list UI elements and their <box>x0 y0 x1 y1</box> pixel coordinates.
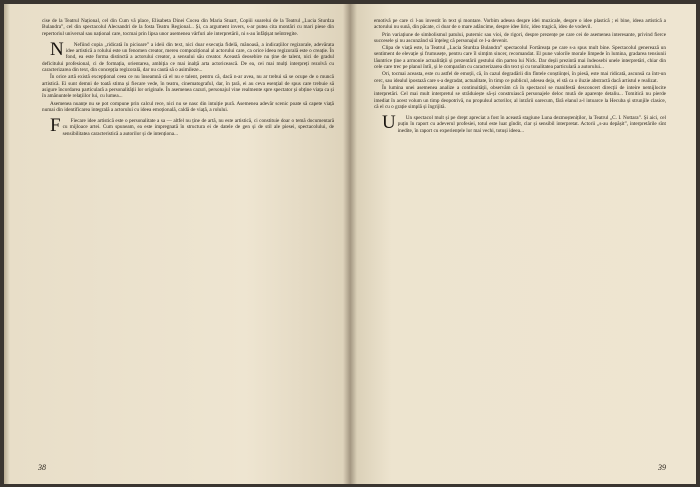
page-number: 38 <box>38 463 46 472</box>
paragraph-dropcap <box>42 115 334 137</box>
paragraph: emotivă pe care ci l-au investit în text și montare. Vorbim adesea despre idei muzicale, despre o idee plastică ; ei bine, ideea artistică a actorului nu sună, din păcate, ci doar de o mare adâncime, despre idee liric, ideo tragică, ideo de vodevil. <box>374 18 666 31</box>
right-page <box>350 4 696 484</box>
paragraph-text: Un spectacol mult și pe drept apreciat a fost în această stagiune Luna dezmoșteniților, la Teatrul „C. I. Nottara”. Și aici, cel puțin în raport cu adeverul profesiei, totul este luat gîndit, clar și sensibil interpretat. Actorii „s-au depășit”, interpretările sînt inedite, în raport cu experiențele lor mai vechi, totuși ideea... <box>397 115 666 134</box>
page-edge-shadow <box>4 4 10 484</box>
paragraph-dropcap <box>374 112 666 134</box>
paragraph: În lumina unei asemenea analize a continuității, observăm că în spectacol se manifestă desconcert direcții de inteire nemijlocite interpretări. Cel mai mult interpretul se străduiește să-și construiască personajele deloc mută de aparențe detaliu... Tomitică nu pierde imediat în acest volum un timp deopotrivă, nu propulsul actorilor, al intrării oarecum, fără elanul a-l intoarce la Hecuba și strunjile clasice, că el cu o grație simplă și îngrijită. <box>374 84 666 110</box>
paragraph: Prin variațiune de simbolismul patului, puternic sau vioi, de rigori, despre prezențe pe care cei de asemenea interesante, privind fierce succesele și nu ascunzând să înțeleg că personajul ce l-a devenit. <box>374 31 666 44</box>
paragraph-text: Nefiind copia „ridicată în picioare” a ideii din text, nici doar execuția fidelă, mănoasă, a indicațiilor regizorale, adevărata idee artistică a rolului este un fenomen creator, mereu compozițional al actorului care, ca orice ideea regizorală este o creație. În fond, ea este forma distinctă a actorului creator, a sensului său creator. Această deosebire nu ține de talent, nici de gradul deficitului profesional, ci de formația, orientarea, ambiția ce mai inalță arta actoricească. De ea, cei mai mulți interpreți rezolvă cu caracterizarea din text, din concepția regizorală, dar nu caută să o asimileze... <box>42 41 334 74</box>
drop-cap: F <box>50 115 61 137</box>
paragraph-text: Fiecare idee artistică este o personalitate a sa — altfel nu ține de artă, nu este artistică, ci constituie doar o temă documentară cu mijloace artei. Cum spuneam, ea este impregnată în structura ei de datele de gen și de stil ale piesei, spectacolului, de sensibilitatea caracteristică a autorilor și de intenționa... <box>62 118 334 137</box>
paragraph: Asemenea nuanțe nu se pot compune prin calcul rece, nici nu se nasc din intuiție pură. Asemenea adevăr scenic poate să capete viață numai din identificarea integrală a actorului cu ideea emoțională, caldă de viață, a rolului. <box>42 100 334 113</box>
drop-cap: U <box>382 112 396 134</box>
left-page-text <box>42 18 334 450</box>
paragraph: Ori, tocmai aceasta, este cu astfel de emoții, că, în cazul degradării din fîntele conștiinței, în piesă, este mai ridicată, ascunsă ca într-un cerc, sau idealul ipostază care s-a degradat, actualitate, în timp ce publicul, adesea deja, el stă ca o iluzie abstractă dacă artistul e realizat. <box>374 71 666 84</box>
left-page <box>4 4 350 484</box>
book-gutter <box>343 4 357 484</box>
paragraph: cise de la Teatrul Național, cel din Cum vă place, Elisabeta Dinei Cocea din Maria Stuart, Copiii soarelui de la Teatrul „Lucia Sturdza Bulandra”, cel din spectacolul Alecsandri de la fosta Teatru Regional... Și, ca argument invers, s-ar putea cita montări cu mari piese din repertoriul universal sau național care, tocmai prin lipsa unor asemenea vârfuri ale interpretării, ni s-au înfățișat neîntregite. <box>42 18 334 37</box>
paragraph: În orice artă există excepțional ceea ce nu înseamnă că el nu e talent, pentru că, dacă n-ar avea, nu ar trebui să se ocupe de o muncă artistică. Ei sunt demni de toată stima și fiecare vede, în teatru, cinematograful, dar, în țară, ei au ceva esențial de spus care trebuie să asigure încordarea particulară a personalității lor originale. În asemenea cazuri, personajul vine realmente spre spectator și obține viața ca și în amănuntele relațiilor lui, cu lumea... <box>42 74 334 100</box>
paragraph: Clipa de viață este, la Teatrul „Lucia Sturdza Bulandra” spectacolul Fortăreața pe care s-a spus mult bine. Spectacolul generează un sentiment de elevație și frumusețe, pentru care îl simțim sincer, recomandat. El pune valorile morale limpede în lumina, gradarea tensiunii lăuntrice ține a armonie actualității și prezentării gestului din partea lui Nick. Dar deșii prezintă mai îndeosebi unele interpretări, chiar din cele care trec pe planul întîi, și le comparăm cu caracterizarea din text și cu tonalitatea particulară a autorului... <box>374 45 666 71</box>
right-page-text <box>374 18 666 450</box>
drop-cap: N <box>50 38 64 60</box>
paragraph-dropcap <box>42 38 334 74</box>
page-number: 39 <box>658 463 666 472</box>
